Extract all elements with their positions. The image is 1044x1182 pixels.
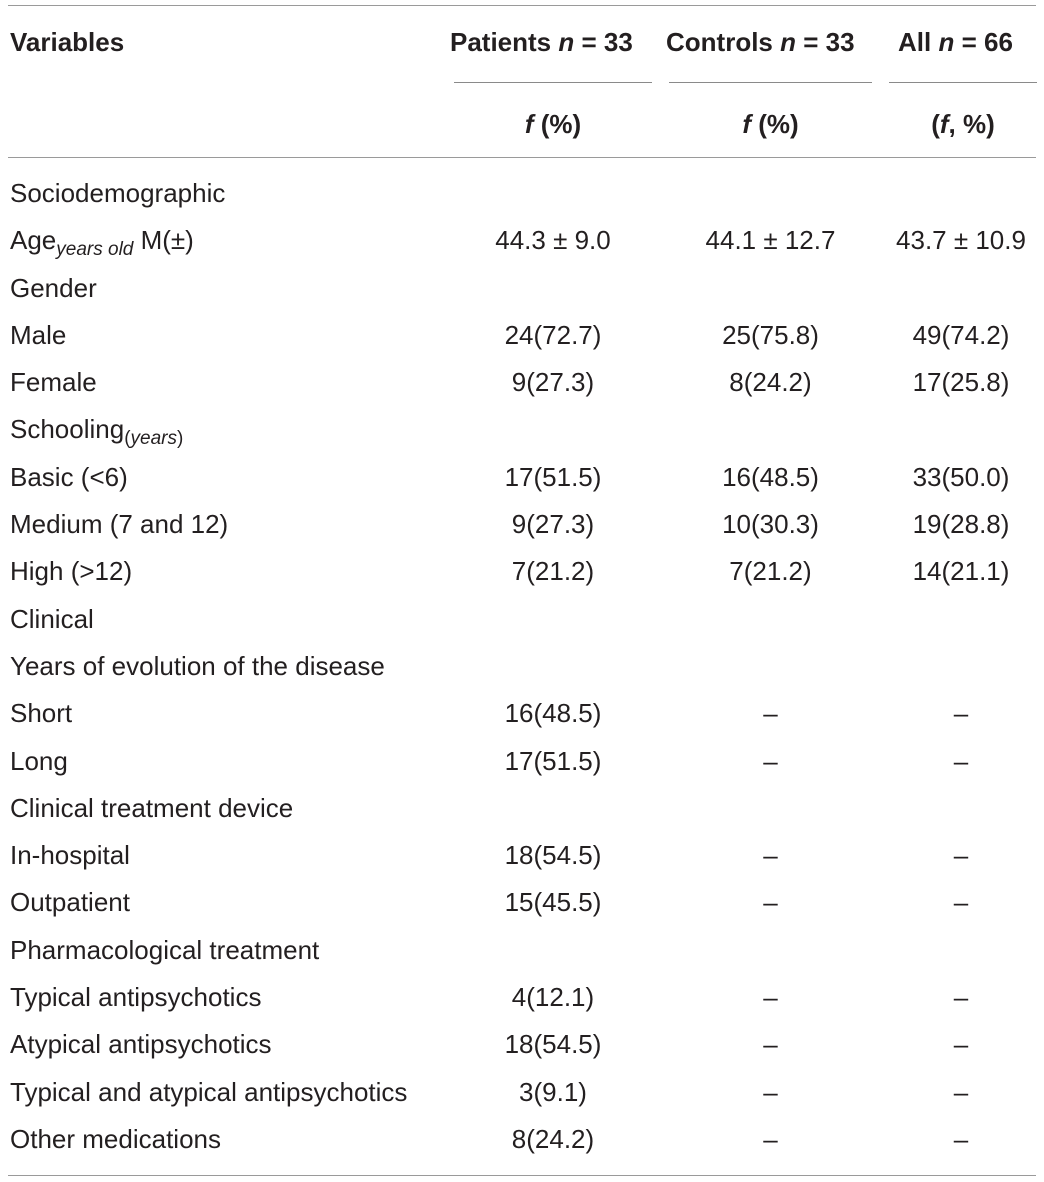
row-label: Pharmacological treatment: [10, 934, 320, 965]
cell-all: 14(21.1): [912, 556, 1010, 587]
cell-all: –: [953, 1123, 969, 1154]
table-row: [0, 879, 1044, 926]
table-row: [0, 738, 1044, 785]
row-label: Clinical: [10, 603, 94, 634]
cell-all: –: [953, 698, 969, 729]
schooling-label-main: Schooling: [10, 414, 125, 445]
header-controls-n: n: [780, 27, 797, 57]
cell-all: –: [953, 887, 969, 918]
row-label: In-hospital: [10, 840, 130, 871]
table-row: [0, 217, 1044, 264]
cell-controls: 44.1 ± 12.7: [705, 225, 836, 256]
cell-patients: 18(54.5): [504, 1029, 602, 1060]
subheader-controls-rest: (%): [751, 109, 799, 139]
header-all-count: = 66: [954, 27, 1013, 57]
table-row: [0, 927, 1044, 974]
subheader-patients-f: f: [524, 109, 534, 139]
row-label: Female: [10, 367, 97, 398]
cell-controls: –: [763, 1029, 778, 1060]
cell-patients: 3(9.1): [519, 1076, 587, 1107]
row-label: Medium (7 and 12): [10, 509, 229, 540]
table-row: [0, 359, 1044, 406]
row-label: Long: [10, 745, 68, 776]
age-label-main: Age: [10, 225, 57, 256]
subheader-all-open: (: [931, 109, 940, 139]
table-row: [0, 1021, 1044, 1068]
cell-all: –: [953, 745, 969, 776]
subheader-controls: [669, 109, 872, 139]
header-controls-label: Controls: [666, 27, 773, 57]
cell-controls: –: [763, 840, 778, 871]
cell-patients: 16(48.5): [504, 698, 602, 729]
cell-patients: 7(21.2): [511, 556, 595, 587]
subheader-all-f: f: [939, 109, 949, 139]
cell-controls: –: [763, 698, 778, 729]
cell-all: 33(50.0): [912, 461, 1010, 492]
cell-all: 43.7 ± 10.9: [896, 225, 1026, 256]
row-label: Short: [10, 698, 73, 729]
row-label: Typical antipsychotics: [10, 982, 262, 1013]
cell-controls: 16(48.5): [722, 461, 819, 492]
row-label: Basic (<6): [10, 461, 128, 492]
table-row: [0, 596, 1044, 643]
table-row: [0, 1069, 1044, 1116]
cell-controls: 8(24.2): [729, 367, 812, 398]
cell-controls: –: [763, 887, 778, 918]
subheader-all: [889, 109, 1037, 139]
cell-controls: –: [763, 1123, 778, 1154]
header-all-underline: [889, 82, 1037, 83]
cell-controls: 25(75.8): [722, 319, 819, 350]
cell-all: –: [953, 1029, 969, 1060]
header-all-n: n: [938, 27, 955, 57]
row-label: Typical and atypical antipsychotics: [10, 1076, 408, 1107]
header-patients-n: n: [558, 27, 575, 57]
table-row: [0, 312, 1044, 359]
header-variables: Variables: [10, 27, 125, 57]
age-label-tail: M(±): [133, 225, 194, 256]
cell-patients: 24(72.7): [504, 319, 602, 350]
cell-patients: 44.3 ± 9.0: [495, 225, 611, 256]
cell-controls: –: [763, 1076, 778, 1107]
table-top-rule: [8, 5, 1036, 6]
schooling-sub-open: (: [124, 428, 131, 450]
table-row: [0, 170, 1044, 217]
cell-controls: 10(30.3): [722, 509, 819, 540]
header-patients-underline: [454, 82, 652, 83]
cell-patients: 17(51.5): [504, 461, 602, 492]
table-row: [0, 454, 1044, 501]
cell-all: –: [953, 1076, 969, 1107]
row-label: Male: [10, 319, 67, 350]
cell-controls: 7(21.2): [729, 556, 812, 587]
table-row: [0, 501, 1044, 548]
row-label: Outpatient: [10, 887, 130, 918]
subheader-patients: [454, 109, 652, 139]
subheader-controls-f: f: [742, 109, 751, 139]
age-label-sub: years old: [56, 239, 134, 261]
header-all-label: All: [898, 27, 932, 57]
subheader-patients-rest: (%): [533, 109, 582, 139]
header-patients-count: = 33: [574, 27, 633, 57]
table-row: [0, 643, 1044, 690]
header-bottom-rule: [8, 157, 1036, 158]
cell-all: –: [953, 840, 969, 871]
row-label: Years of evolution of the disease: [10, 650, 385, 681]
cell-controls: –: [763, 982, 778, 1013]
header-all: [898, 27, 1013, 57]
cell-patients: 8(24.2): [511, 1123, 595, 1154]
row-label: Other medications: [10, 1123, 221, 1154]
table-row: [0, 690, 1044, 737]
row-label: [10, 414, 183, 448]
header-controls-underline: [669, 82, 872, 83]
table-bottom-rule: [8, 1175, 1036, 1176]
cell-patients: 15(45.5): [504, 887, 602, 918]
header-controls-count: = 33: [796, 27, 855, 57]
row-label: Gender: [10, 272, 97, 303]
table-row: [0, 832, 1044, 879]
row-label: Clinical treatment device: [10, 792, 294, 823]
schooling-sub-close: ): [177, 428, 184, 450]
table-row: [0, 974, 1044, 1021]
cell-all: 49(74.2): [912, 319, 1010, 350]
schooling-label-sub: [124, 428, 183, 449]
cell-all: –: [953, 982, 969, 1013]
cell-patients: 9(27.3): [511, 367, 595, 398]
table-row: [0, 265, 1044, 312]
row-label: [10, 225, 194, 259]
row-label: Sociodemographic: [10, 178, 226, 208]
table-body: [0, 170, 1044, 1163]
header-controls: [666, 27, 855, 57]
cell-patients: 4(12.1): [511, 982, 595, 1013]
cell-all: 17(25.8): [912, 367, 1010, 398]
cell-patients: 9(27.3): [511, 509, 595, 540]
cell-patients: 17(51.5): [504, 745, 602, 776]
cell-patients: 18(54.5): [504, 840, 602, 871]
cell-all: 19(28.8): [912, 509, 1010, 540]
cell-controls: –: [763, 745, 778, 776]
table-row: [0, 548, 1044, 595]
row-label: High (>12): [10, 556, 133, 587]
header-patients: [450, 27, 633, 57]
table-row: [0, 1116, 1044, 1163]
subheader-all-rest: , %): [948, 109, 995, 139]
table-row: [0, 785, 1044, 832]
schooling-sub-italic: years: [130, 428, 177, 450]
row-label: Atypical antipsychotics: [10, 1029, 272, 1060]
header-patients-label: Patients: [450, 27, 552, 57]
table-row: [0, 406, 1044, 453]
